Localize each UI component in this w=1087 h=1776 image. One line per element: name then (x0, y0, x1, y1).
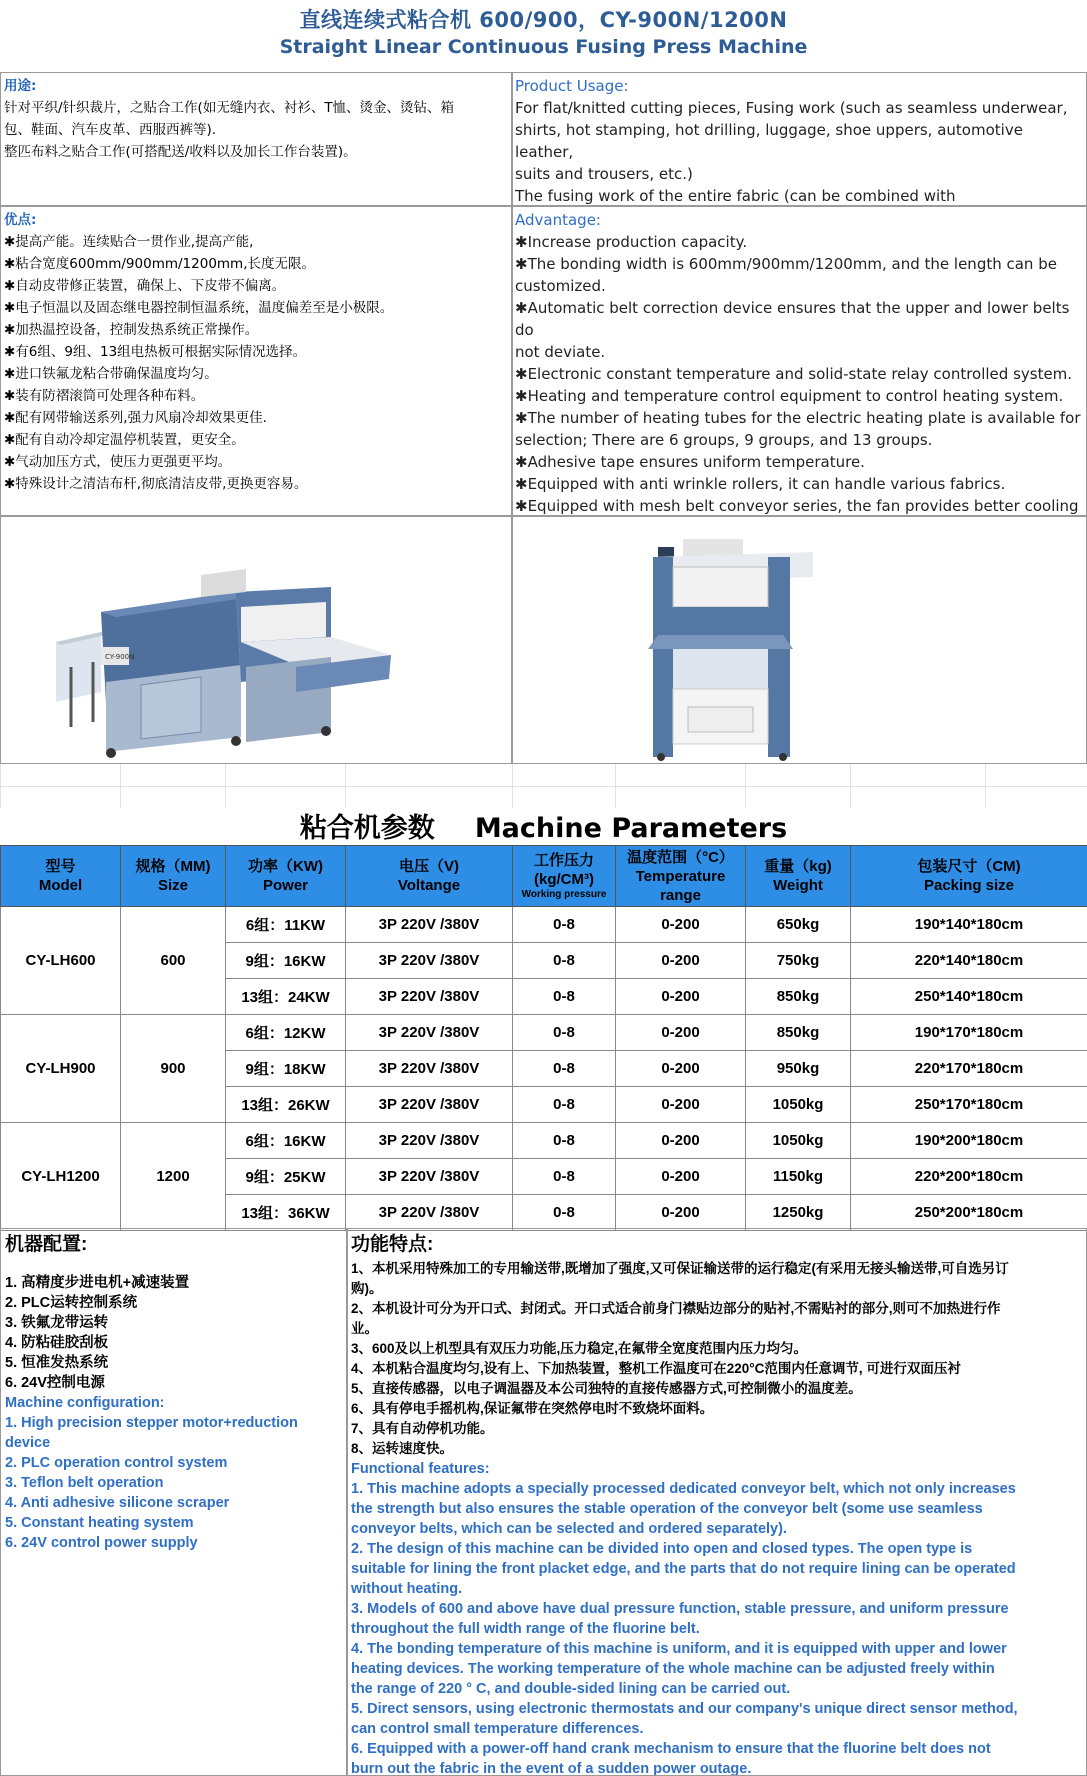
features-cn-line: 8、运转速度快。 (351, 1441, 454, 1456)
machine-image-cell-left (0, 516, 512, 764)
model-cell: CY-LH600 (1, 907, 121, 1015)
power-cell: 13组：26KW (226, 1087, 346, 1123)
voltage-cell: 3P 220V /380V (346, 1015, 513, 1051)
pressure-cell: 0-8 (513, 1015, 616, 1051)
config-en-item: device (5, 1435, 51, 1451)
advantage-cn-line: ✱配有网带输送系列,强力风扇冷却效果更佳. (4, 410, 267, 426)
features-en-line: conveyor belts, which can be selected and ordered separately). (351, 1521, 787, 1537)
temperature-cell: 0-200 (616, 1015, 746, 1051)
features-en-line: 2. The design of this machine can be divided into open and closed types. The open type is (351, 1541, 973, 1557)
advantage-cn-line: ✱配有自动冷却定温停机装置，更安全。 (4, 432, 245, 448)
voltage-cell: 3P 220V /380V (346, 1087, 513, 1123)
temperature-cell: 0-200 (616, 1195, 746, 1231)
config-en-item: 4. Anti adhesive silicone scraper (5, 1495, 230, 1511)
features-en-line: 1. This machine adopts a specially processed dedicated conveyor belt, which not only increases (351, 1481, 1016, 1497)
pressure-cell: 0-8 (513, 1123, 616, 1159)
advantage-en-cell (512, 206, 1087, 516)
pressure-cell: 0-8 (513, 907, 616, 943)
advantage-cn-line: ✱粘合宽度600mm/900mm/1200mm,长度无限。 (4, 256, 315, 272)
weight-cell: 1250kg (746, 1195, 851, 1231)
power-cell: 9组：18KW (226, 1051, 346, 1087)
pressure-cell: 0-8 (513, 943, 616, 979)
packing-cell: 190*200*180cm (851, 1123, 1087, 1159)
config-en-label: Machine configuration: (5, 1395, 165, 1411)
features-en-line: throughout the full width range of the fluorine belt. (351, 1621, 700, 1637)
usage-en-line: suits and trousers, etc.) (515, 165, 693, 183)
machine-side-image (1, 517, 511, 763)
table-header-row (1, 846, 1087, 907)
features-cn-line: 3、600及以上机型具有双压力功能,压力稳定,在氟带全宽度范围内压力均匀。 (351, 1341, 808, 1356)
power-cell: 13组：36KW (226, 1195, 346, 1231)
pressure-cell: 0-8 (513, 1159, 616, 1195)
advantage-cn-line: ✱有6组、9组、13组电热板可根据实际情况选择。 (4, 344, 307, 360)
advantage-cn-line: ✱提高产能。连续贴合一贯作业,提高产能, (4, 234, 254, 250)
machine-parameters-table (0, 845, 1087, 1231)
config-cn-item: 3. 铁氟龙带运转 (5, 1315, 109, 1331)
page-title-en: Straight Linear Continuous Fusing Press Machine (279, 36, 808, 58)
weight-cell: 1050kg (746, 1123, 851, 1159)
features-cn-line: 4、本机粘合温度均匀,设有上、下加热装置，整机工作温度可在220°C范围内任意调节, 可进行双面压衬 (351, 1361, 961, 1376)
size-cell: 1200 (121, 1123, 226, 1231)
weight-cell: 1050kg (746, 1087, 851, 1123)
power-cell: 13组：24KW (226, 979, 346, 1015)
packing-cell: 250*140*180cm (851, 979, 1087, 1015)
packing-cell: 220*140*180cm (851, 943, 1087, 979)
machine-front-image (513, 517, 1086, 763)
features-en-line: can control small temperature differences. (351, 1721, 644, 1737)
temperature-cell: 0-200 (616, 943, 746, 979)
usage-en-label: Product Usage: (515, 77, 629, 95)
model-cell: CY-LH1200 (1, 1123, 121, 1231)
advantage-en-label: Advantage: (515, 211, 601, 229)
temperature-cell: 0-200 (616, 1123, 746, 1159)
advantage-cn-line: ✱气动加压方式，使压力更强更平均。 (4, 454, 232, 470)
features-cn-line: 6、具有停电手摇机构,保证氟带在突然停电时不致烧坏面料。 (351, 1401, 714, 1416)
packing-cell: 220*200*180cm (851, 1159, 1087, 1195)
params-title-cn: 粘合机参数 (299, 813, 435, 844)
usage-cn-cell (0, 72, 512, 206)
usage-cn-line: 整匹布料之贴合工作(可搭配送/收料以及加长工作台装置)。 (4, 144, 357, 160)
advantage-cn-line: ✱装有防褶滚筒可处理各种布料。 (4, 388, 205, 404)
advantage-cn-cell (0, 206, 512, 516)
features-cn-label: 功能特点: (351, 1234, 434, 1255)
header-weight: 重量（kg) Weight (746, 846, 851, 907)
advantage-cn-line: ✱自动皮带修正装置，确保上、下皮带不偏离。 (4, 278, 286, 294)
usage-en-line: For flat/knitted cutting pieces, Fusing work (such as seamless underwear, (515, 99, 1068, 117)
packing-cell: 190*140*180cm (851, 907, 1087, 943)
power-cell: 6组：12KW (226, 1015, 346, 1051)
features-en-line: burn out the fabric in the event of a sudden power outage. (351, 1761, 752, 1776)
machine-image-cell-right (512, 516, 1087, 764)
header-packing: 包装尺寸（CM) Packing size (851, 846, 1087, 907)
advantage-en-line: ✱Equipped with mesh belt conveyor series, the fan provides better cooling (515, 497, 1079, 515)
features-cn-line: 2、本机设计可分为开口式、封闭式。开口式适合前身门襟贴边部分的贴衬,不需贴衬的部分,则可不加热进行作 (351, 1301, 1001, 1316)
voltage-cell: 3P 220V /380V (346, 1051, 513, 1087)
features-en-label: Functional features: (351, 1461, 490, 1477)
features-cn-line: 业。 (351, 1321, 378, 1336)
features-cn-line: 7、具有自动停机功能。 (351, 1421, 494, 1436)
advantage-en-line: ✱Increase production capacity. (515, 233, 748, 251)
advantage-en-line: ✱Adhesive tape ensures uniform temperature. (515, 453, 865, 471)
weight-cell: 1150kg (746, 1159, 851, 1195)
config-en-item: 1. High precision stepper motor+reduction (5, 1415, 298, 1431)
config-en-item: 5. Constant heating system (5, 1515, 194, 1531)
voltage-cell: 3P 220V /380V (346, 1195, 513, 1231)
temperature-cell: 0-200 (616, 1051, 746, 1087)
features-cn-line: 5、直接传感器，以电子调温器及本公司独特的直接传感器方式,可控制微小的温度差。 (351, 1381, 862, 1396)
features-en-line: 4. The bonding temperature of this machine is uniform, and it is equipped with upper and lower (351, 1641, 1007, 1657)
advantage-cn-line: ✱电子恒温以及固态继电器控制恒温系统，温度偏差至是小极限。 (4, 300, 394, 316)
advantage-cn-line: ✱加热温控设备，控制发热系统正常操作。 (4, 322, 259, 338)
functional-features-cell (347, 1228, 1087, 1776)
voltage-cell: 3P 220V /380V (346, 979, 513, 1015)
advantage-cn-line: ✱特殊设计之清洁布杆,彻底清洁皮带,更换更容易。 (4, 476, 308, 492)
header-pressure: 工作压力 (kg/CM³) Working pressure (513, 846, 616, 907)
config-cn-item: 6. 24V控制电源 (5, 1375, 105, 1391)
usage-cn-line: 包、鞋面、汽车皮革、西服西裤等). (4, 122, 217, 138)
table-row (1, 1123, 1087, 1159)
packing-cell: 220*170*180cm (851, 1051, 1087, 1087)
advantage-cn-label: 优点: (4, 212, 37, 228)
features-en-line: 6. Equipped with a power-off hand crank mechanism to ensure that the fluorine belt does not (351, 1741, 991, 1757)
header-size: 规格（MM) Size (121, 846, 226, 907)
spreadsheet-gridlines (0, 764, 1087, 808)
params-title-en: Machine Parameters (474, 813, 788, 844)
weight-cell: 650kg (746, 907, 851, 943)
temperature-cell: 0-200 (616, 979, 746, 1015)
advantage-en-line: ✱Electronic constant temperature and solid-state relay controlled system. (515, 365, 1073, 383)
config-cn-item: 5. 恒准发热系统 (5, 1355, 109, 1371)
pressure-cell: 0-8 (513, 1195, 616, 1231)
advantage-en-line: ✱Heating and temperature control equipment to control heating system. (515, 387, 1064, 405)
config-cn-item: 1. 高精度步进电机+减速装置 (5, 1275, 190, 1291)
advantage-en-line: customized. (515, 277, 606, 295)
usage-en-line: The fusing work of the entire fabric (can be combined with (515, 187, 956, 205)
advantage-en-line: ✱Equipped with anti wrinkle rollers, it can handle various fabrics. (515, 475, 1006, 493)
packing-cell: 250*170*180cm (851, 1087, 1087, 1123)
voltage-cell: 3P 220V /380V (346, 943, 513, 979)
machine-configuration-cell (0, 1228, 347, 1776)
config-cn-label: 机器配置: (5, 1234, 88, 1255)
advantage-en-line: selection; There are 6 groups, 9 groups, and 13 groups. (515, 431, 933, 449)
weight-cell: 850kg (746, 1015, 851, 1051)
temperature-cell: 0-200 (616, 1087, 746, 1123)
size-cell: 900 (121, 1015, 226, 1123)
weight-cell: 950kg (746, 1051, 851, 1087)
temperature-cell: 0-200 (616, 1159, 746, 1195)
weight-cell: 850kg (746, 979, 851, 1015)
size-cell: 600 (121, 907, 226, 1015)
config-cn-item: 4. 防粘硅胶刮板 (5, 1335, 109, 1351)
header-voltage: 电压（V) Voltange (346, 846, 513, 907)
config-cn-item: 2. PLC运转控制系统 (5, 1295, 138, 1311)
config-en-item: 6. 24V control power supply (5, 1535, 198, 1551)
power-cell: 6组：11KW (226, 907, 346, 943)
voltage-cell: 3P 220V /380V (346, 1159, 513, 1195)
features-en-line: the strength but also ensures the stable operation of the conveyor belt (some use seamless (351, 1501, 983, 1517)
packing-cell: 190*170*180cm (851, 1015, 1087, 1051)
features-en-line: without heating. (351, 1581, 463, 1597)
pressure-cell: 0-8 (513, 1051, 616, 1087)
machine-model-label: CY-900N (105, 653, 135, 661)
advantage-en-line: not deviate. (515, 343, 606, 361)
weight-cell: 750kg (746, 943, 851, 979)
packing-cell: 250*200*180cm (851, 1195, 1087, 1231)
features-en-line: 3. Models of 600 and above have dual pressure function, stable pressure, and uniform pressure (351, 1601, 1009, 1617)
power-cell: 9组：25KW (226, 1159, 346, 1195)
usage-en-line: shirts, hot stamping, hot drilling, luggage, shoe uppers, automotive leather, (515, 121, 1023, 161)
table-row (1, 907, 1087, 943)
header-power: 功率（KW) Power (226, 846, 346, 907)
usage-cn-line: 针对平织/针织裁片，之贴合工作(如无缝内衣、衬衫、T恤、烫金、烫钻、箱 (4, 100, 455, 116)
power-cell: 6组：16KW (226, 1123, 346, 1159)
advantage-en-line: ✱Automatic belt correction device ensures that the upper and lower belts do (515, 299, 1070, 339)
features-cn-line: 1、本机采用特殊加工的专用输送带,既增加了强度,又可保证输送带的运行稳定(有采用无接头输送带,可自选另订 (351, 1261, 1009, 1276)
pressure-cell: 0-8 (513, 1087, 616, 1123)
voltage-cell: 3P 220V /380V (346, 907, 513, 943)
features-cn-line: 购)。 (351, 1281, 383, 1296)
features-en-line: heating devices. The working temperature of the whole machine can be adjusted freely within (351, 1661, 995, 1677)
params-title (0, 808, 1087, 850)
pressure-cell: 0-8 (513, 979, 616, 1015)
voltage-cell: 3P 220V /380V (346, 1123, 513, 1159)
usage-cn-label: 用途: (4, 78, 37, 94)
header-temperature: 温度范围（°C） Temperature range (616, 846, 746, 907)
advantage-en-line: ✱The number of heating tubes for the electric heating plate is available for (515, 409, 1081, 427)
features-en-line: the range of 220 ° C, and double-sided lining can be carried out. (351, 1681, 791, 1697)
config-en-item: 2. PLC operation control system (5, 1455, 228, 1471)
features-en-line: suitable for lining the front placket edge, and the parts that do not require lining can be operated (351, 1561, 1016, 1577)
config-en-item: 3. Teflon belt operation (5, 1475, 164, 1491)
header-model: 型号 Model (1, 846, 121, 907)
advantage-cn-line: ✱进口铁氟龙粘合带确保温度均匀。 (4, 366, 218, 382)
features-en-line: 5. Direct sensors, using electronic thermostats and our company's unique direct sensor method, (351, 1701, 1018, 1717)
usage-en-cell (512, 72, 1087, 206)
page-title-cn: 直线连续式粘合机 600/900，CY-900N/1200N (299, 8, 788, 32)
power-cell: 9组：16KW (226, 943, 346, 979)
table-row (1, 1015, 1087, 1051)
temperature-cell: 0-200 (616, 907, 746, 943)
model-cell: CY-LH900 (1, 1015, 121, 1123)
advantage-en-line: ✱The bonding width is 600mm/900mm/1200mm, and the length can be (515, 255, 1057, 273)
